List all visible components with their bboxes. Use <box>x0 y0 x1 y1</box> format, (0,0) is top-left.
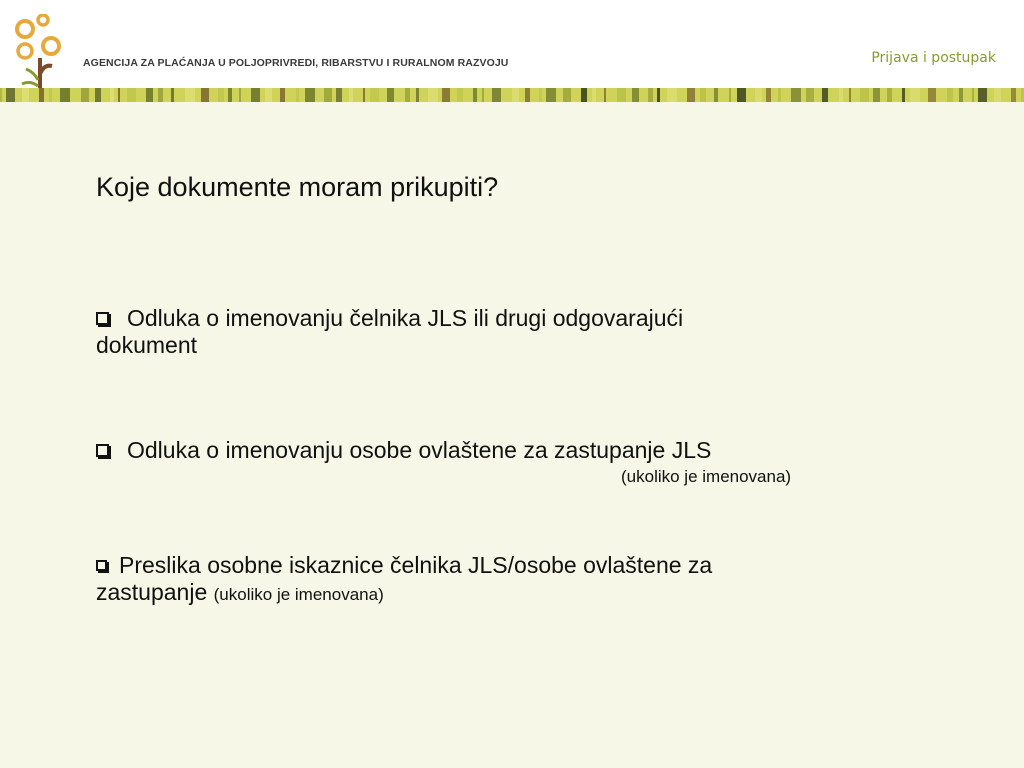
list-item <box>96 437 792 486</box>
item-text-continued: dokument <box>96 332 198 358</box>
list-item <box>96 552 712 606</box>
item-text: Odluka o imenovanju osobe ovlaštene za zastupanje JLS <box>127 437 712 463</box>
item-text: Preslika osobne iskaznice čelnika JLS/osobe ovlaštene za <box>119 552 713 578</box>
list-item <box>96 305 683 359</box>
item-text: Odluka o imenovanju čelnika JLS ili drugi odgovarajući <box>127 305 684 331</box>
checkbox-bullet-icon <box>96 560 107 571</box>
item-note: (ukoliko je imenovana) <box>621 467 792 486</box>
agency-name: AGENCIJA ZA PLAĆANJA U POLJOPRIVREDI, RIBARSTVU I RURALNOM RAZVOJU <box>83 57 509 69</box>
slide-question: Koje dokumente moram prikupiti? <box>96 172 499 202</box>
checkbox-bullet-icon <box>96 312 109 325</box>
checkbox-bullet-icon <box>96 444 109 457</box>
item-text-continued: zastupanje <box>96 579 208 605</box>
item-note: (ukoliko je imenovana) <box>213 585 384 604</box>
section-label: Prijava i postupak <box>871 50 996 66</box>
